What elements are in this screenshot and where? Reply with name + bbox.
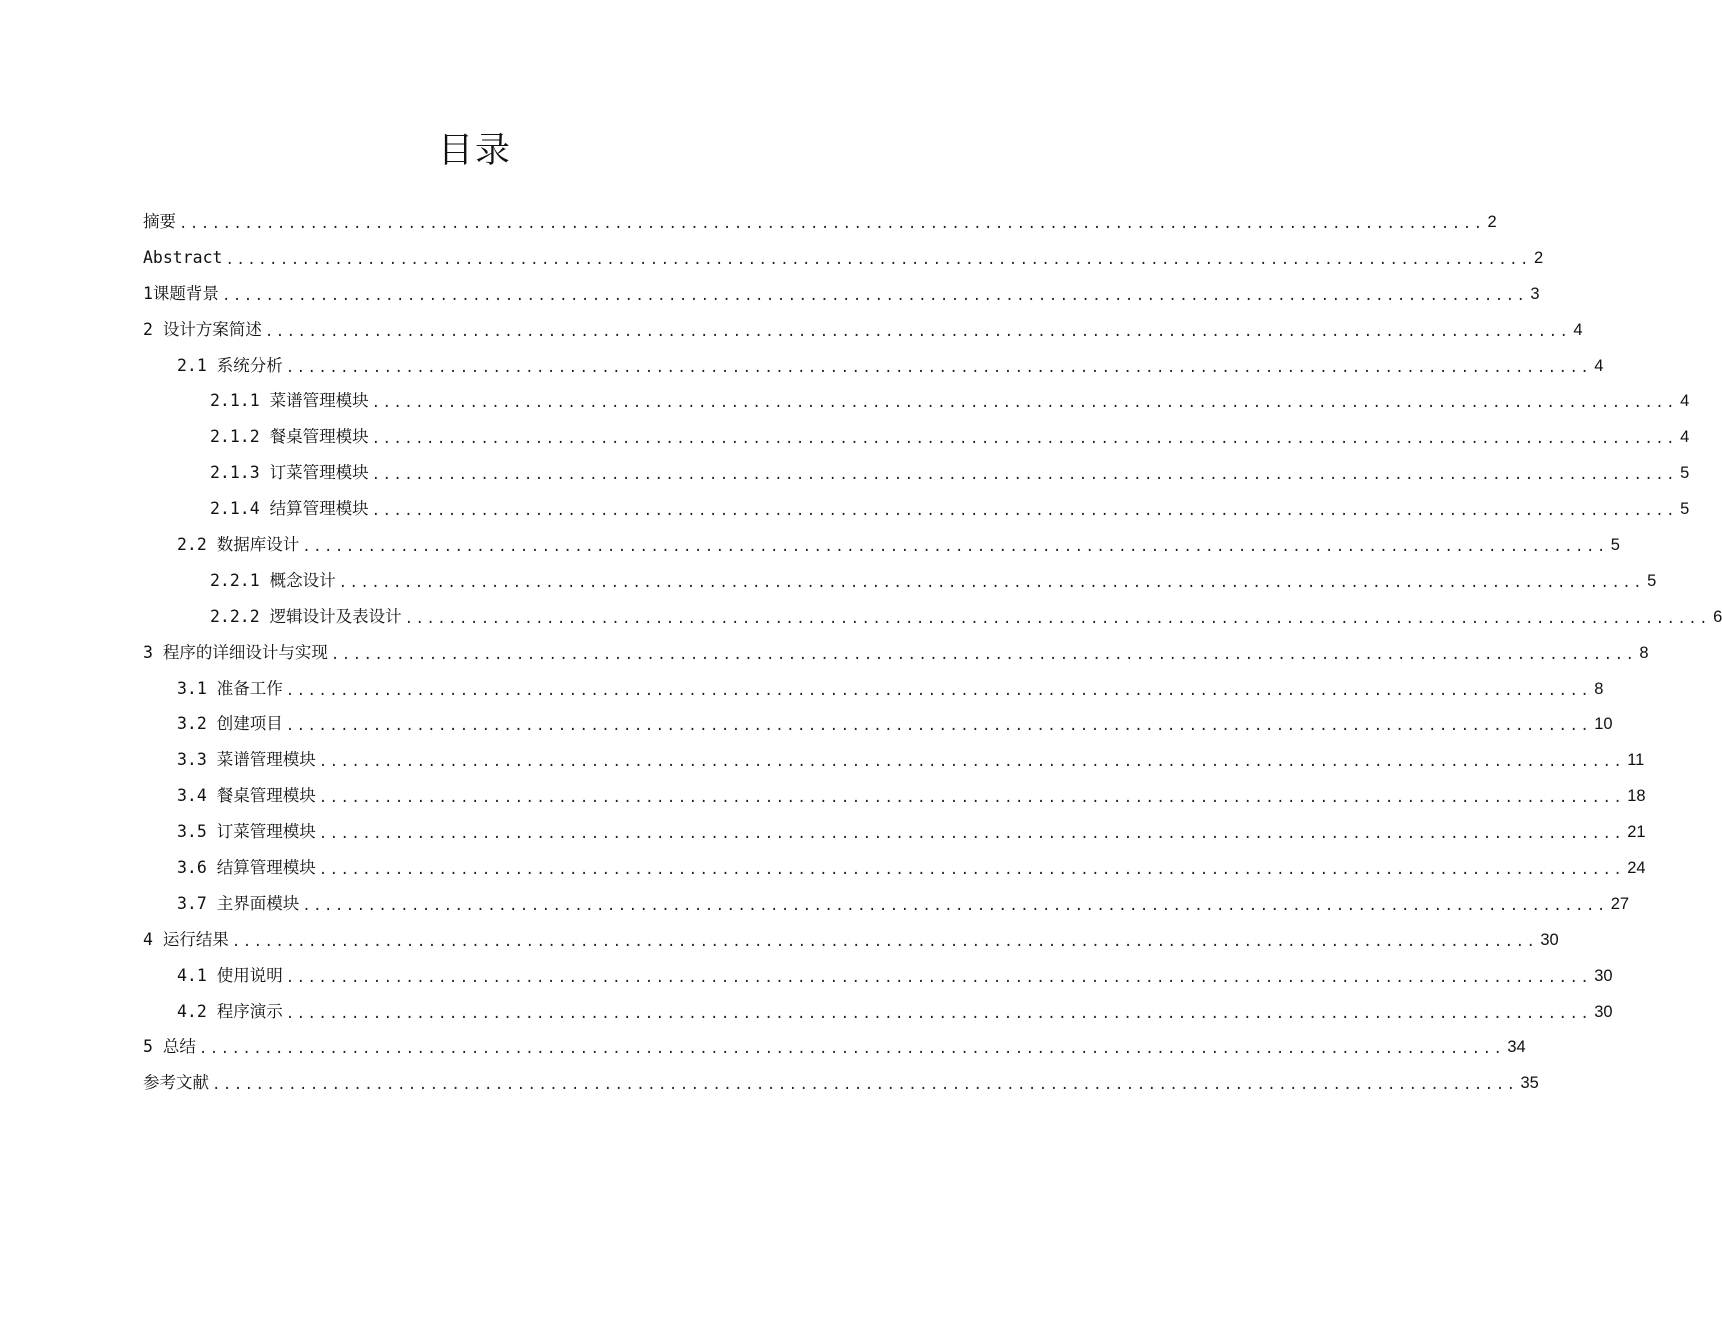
toc-entry[interactable] bbox=[143, 706, 1613, 742]
toc-entry[interactable] bbox=[143, 312, 1583, 348]
toc-dot-leader: ........................................................................................................................ bbox=[285, 1005, 1592, 1022]
toc-entry-page-number: 6 bbox=[1713, 607, 1722, 626]
toc-entry[interactable] bbox=[143, 240, 1544, 276]
toc-dot-leader: ........................................................................................................................ bbox=[285, 682, 1592, 699]
toc-entry-label: 2.2 数据库设计 bbox=[177, 534, 300, 554]
toc-dot-leader: ........................................................................................................................ bbox=[285, 718, 1592, 735]
toc-dot-leader: ........................................................................................................................ bbox=[330, 646, 1637, 663]
toc-entry-label: 4.2 程序演示 bbox=[177, 1001, 283, 1021]
toc-entry-page-number: 5 bbox=[1647, 571, 1657, 590]
toc-entry-page-number: 5 bbox=[1680, 500, 1690, 519]
toc-entry-label: 摘要 bbox=[143, 211, 176, 231]
toc-entry[interactable] bbox=[143, 491, 1690, 527]
toc-dot-leader: ........................................................................................................................ bbox=[231, 933, 1538, 950]
toc-dot-leader: ........................................................................................................................ bbox=[404, 610, 1711, 627]
toc-entry[interactable] bbox=[143, 922, 1559, 958]
toc-entry-page-number: 8 bbox=[1594, 679, 1604, 698]
toc-entry[interactable] bbox=[143, 383, 1690, 419]
toc-entry-page-number: 21 bbox=[1627, 823, 1646, 842]
toc-entry-label: 4.1 使用说明 bbox=[177, 965, 283, 985]
page-title: 目录 bbox=[437, 131, 512, 171]
toc-entry-page-number: 34 bbox=[1507, 1038, 1526, 1057]
toc-entry[interactable] bbox=[143, 419, 1690, 455]
toc-dot-leader: ........................................................................................................................ bbox=[225, 251, 1531, 268]
toc-entry-label: 3.1 准备工作 bbox=[177, 678, 283, 698]
toc-entry-label: 2 设计方案简述 bbox=[143, 319, 262, 339]
toc-entry[interactable] bbox=[143, 778, 1646, 814]
toc-entry-label: 3.2 创建项目 bbox=[177, 714, 283, 734]
toc-entry-label: 参考文献 bbox=[143, 1073, 209, 1093]
toc-entry[interactable] bbox=[143, 455, 1690, 491]
toc-entry-page-number: 18 bbox=[1627, 787, 1646, 806]
toc-entry-label: 1课题背景 bbox=[143, 283, 219, 303]
toc-entry-label: 2.1.4 结算管理模块 bbox=[210, 499, 369, 519]
toc-entry-page-number: 3 bbox=[1530, 284, 1540, 303]
toc-entry[interactable] bbox=[143, 814, 1646, 850]
toc-entry-label: 3.5 订菜管理模块 bbox=[177, 822, 316, 842]
toc-entry-label: 3.4 餐桌管理模块 bbox=[177, 786, 316, 806]
toc-dot-leader: ........................................................................................................................ bbox=[302, 538, 1608, 555]
toc-entry[interactable] bbox=[143, 599, 1722, 635]
toc-dot-leader: ........................................................................................................................ bbox=[212, 1077, 1518, 1094]
toc-entry-page-number: 5 bbox=[1610, 535, 1620, 554]
toc-entry-page-number: 4 bbox=[1680, 428, 1690, 447]
toc-entry[interactable] bbox=[143, 994, 1613, 1030]
toc-entry-page-number: 30 bbox=[1540, 930, 1559, 949]
toc-entry-label: 2.2.2 逻辑设计及表设计 bbox=[210, 606, 402, 626]
toc-entry[interactable] bbox=[143, 742, 1645, 778]
toc-entry-label: 3.3 菜谱管理模块 bbox=[177, 750, 316, 770]
toc-dot-leader: ........................................................................................................................ bbox=[371, 467, 1678, 484]
toc-entry[interactable] bbox=[143, 1029, 1526, 1065]
toc-entry-page-number: 11 bbox=[1627, 751, 1645, 770]
toc-entry-page-number: 2 bbox=[1487, 212, 1497, 231]
toc-entry-page-number: 4 bbox=[1680, 392, 1690, 411]
toc-entry[interactable] bbox=[143, 635, 1649, 671]
toc-entry-page-number: 10 bbox=[1594, 715, 1613, 734]
toc-entry-label: 3.6 结算管理模块 bbox=[177, 857, 316, 877]
toc-entry[interactable] bbox=[143, 886, 1630, 922]
toc-dot-leader: ........................................................................................................................ bbox=[318, 790, 1625, 807]
toc-entry-page-number: 4 bbox=[1594, 356, 1604, 375]
toc-dot-leader: ........................................................................................................................ bbox=[371, 503, 1678, 520]
toc-entry[interactable] bbox=[143, 850, 1646, 886]
toc-entry-page-number: 4 bbox=[1573, 320, 1583, 339]
toc-entry[interactable] bbox=[143, 276, 1540, 312]
toc-dot-leader: ........................................................................................................................ bbox=[318, 861, 1625, 878]
table-of-contents bbox=[143, 204, 1722, 1101]
toc-entry-label: 4 运行结果 bbox=[143, 929, 229, 949]
toc-entry-label: 2.2.1 概念设计 bbox=[210, 570, 336, 590]
toc-entry-page-number: 35 bbox=[1520, 1074, 1539, 1093]
toc-entry-label: 3 程序的详细设计与实现 bbox=[143, 642, 328, 662]
toc-dot-leader: ........................................................................................................................ bbox=[198, 1041, 1505, 1058]
toc-entry[interactable] bbox=[143, 671, 1604, 707]
toc-entry-page-number: 24 bbox=[1627, 858, 1646, 877]
toc-entry[interactable] bbox=[143, 1065, 1539, 1101]
toc-dot-leader: ........................................................................................................................ bbox=[285, 969, 1592, 986]
toc-dot-leader: ........................................................................................................................ bbox=[338, 574, 1645, 591]
toc-dot-leader: ........................................................................................................................ bbox=[371, 431, 1678, 448]
toc-entry-label: Abstract bbox=[143, 247, 223, 267]
toc-entry-label: 2.1.2 餐桌管理模块 bbox=[210, 427, 369, 447]
toc-entry-label: 2.1.3 订菜管理模块 bbox=[210, 463, 369, 483]
toc-entry-page-number: 30 bbox=[1594, 1002, 1613, 1021]
toc-entry-page-number: 5 bbox=[1680, 464, 1690, 483]
toc-entry-page-number: 2 bbox=[1533, 248, 1544, 267]
toc-dot-leader: ........................................................................................................................ bbox=[318, 826, 1625, 843]
toc-dot-leader: ........................................................................................................................ bbox=[264, 323, 1571, 340]
toc-entry-page-number: 27 bbox=[1610, 894, 1630, 913]
toc-dot-leader: ........................................................................................................................ bbox=[371, 395, 1678, 412]
toc-entry-label: 2.1 系统分析 bbox=[177, 355, 283, 375]
toc-entry-page-number: 8 bbox=[1639, 643, 1649, 662]
toc-entry-label: 2.1.1 菜谱管理模块 bbox=[210, 391, 369, 411]
toc-dot-leader: ........................................................................................................................ bbox=[179, 215, 1485, 232]
toc-dot-leader: ........................................................................................................................ bbox=[285, 359, 1592, 376]
toc-dot-leader: ........................................................................................................................ bbox=[302, 897, 1608, 914]
toc-entry-label: 5 总结 bbox=[143, 1037, 196, 1057]
toc-entry[interactable] bbox=[143, 958, 1613, 994]
toc-entry-label: 3.7 主界面模块 bbox=[177, 893, 300, 913]
toc-entry[interactable] bbox=[143, 204, 1497, 240]
toc-entry[interactable] bbox=[143, 527, 1620, 563]
toc-entry[interactable] bbox=[143, 563, 1657, 599]
toc-dot-leader: ........................................................................................................................ bbox=[221, 287, 1528, 304]
toc-dot-leader: ........................................................................................................................ bbox=[318, 754, 1625, 771]
toc-entry[interactable] bbox=[143, 348, 1604, 384]
toc-entry-page-number: 30 bbox=[1594, 966, 1613, 985]
